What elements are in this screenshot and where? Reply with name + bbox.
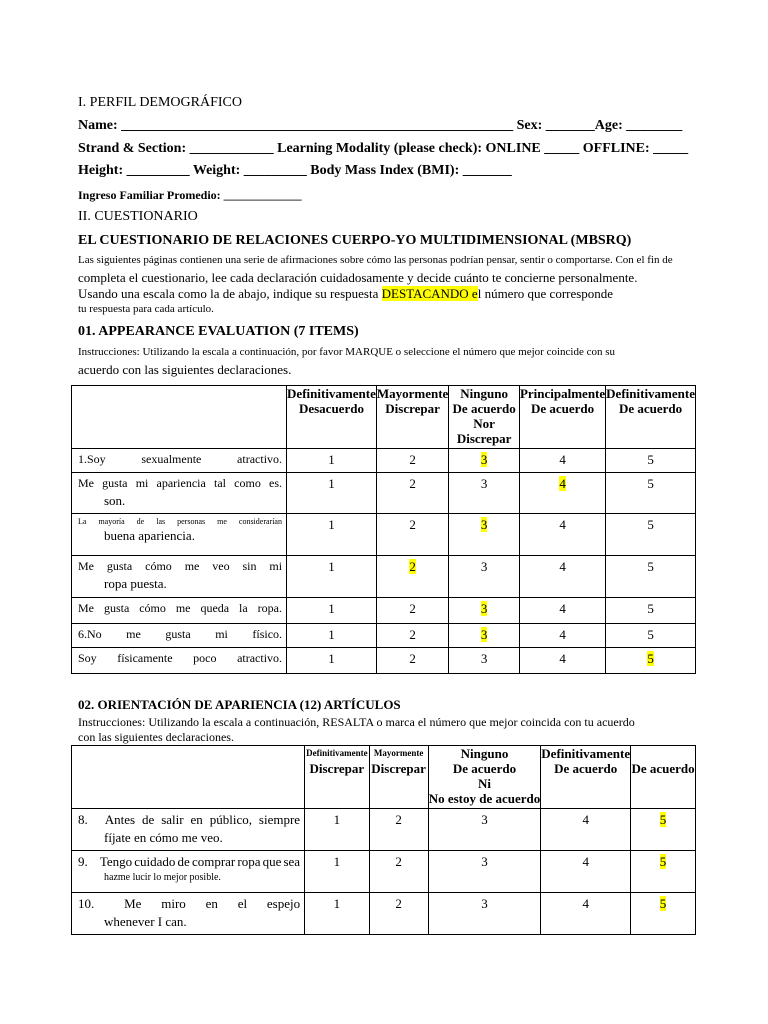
scale-value: 2	[409, 601, 416, 616]
item-number: 9.	[78, 854, 88, 869]
intro-line-2: completa el cuestionario, lee cada declaración cuidadosamente y decide cuánto te concierne personalmente.	[78, 270, 638, 285]
part2-instructions-1: Instrucciones: Utilizando la escala a continuación, RESALTA o marca el número que mejor coincida con tu acuerdo	[78, 715, 635, 729]
scale-value: 1	[333, 854, 341, 869]
table-row	[72, 556, 696, 598]
column-header	[606, 386, 696, 449]
statement-cell	[72, 556, 287, 598]
part1-title: 01. APPEARANCE EVALUATION (7 ITEMS)	[78, 324, 359, 339]
scale-value: 4	[559, 627, 566, 642]
scale-value: 5	[647, 476, 654, 491]
scale-cell	[287, 624, 377, 648]
table-row	[72, 449, 696, 473]
column-header-line	[287, 431, 376, 446]
scale-cell	[519, 624, 605, 648]
scale-value: 1	[328, 476, 335, 491]
scale-cell	[287, 514, 377, 556]
statement-continuation: son.	[104, 493, 126, 508]
selected-value: 5	[659, 812, 667, 827]
column-header	[449, 386, 520, 449]
column-header-line: Definitivamente	[306, 748, 368, 758]
scale-cell	[287, 648, 377, 674]
selected-value: 5	[659, 896, 667, 911]
column-header-line: Mayormente	[373, 748, 424, 758]
table-row	[72, 648, 696, 674]
scale-cell	[449, 449, 520, 473]
column-header-line	[520, 416, 605, 431]
appearance-orientation-table	[71, 745, 696, 935]
scale-value: 3	[481, 854, 488, 869]
statement-word: apariencia	[156, 476, 206, 490]
statement-word: ropa	[237, 854, 261, 869]
scale-cell	[428, 851, 541, 893]
column-header-line: De acuerdo	[554, 761, 618, 776]
column-header-line	[606, 416, 695, 431]
statement-cell	[72, 893, 305, 935]
column-header-line: Ninguno	[460, 746, 509, 761]
statement-word: me	[217, 517, 227, 526]
statement-line	[78, 812, 300, 828]
appearance-evaluation-table	[71, 385, 696, 674]
statement-word: gusta	[106, 559, 133, 573]
statement-word: cómo	[145, 559, 172, 573]
scale-value: 4	[559, 517, 566, 532]
statement-word: poco	[193, 651, 217, 665]
scale-value: 2	[409, 517, 416, 532]
scale-value: 3	[481, 812, 488, 827]
statement-word: sea	[283, 854, 301, 869]
column-header-line: Principalmente	[519, 386, 606, 401]
selected-value: 4	[559, 476, 566, 491]
column-header	[376, 386, 448, 449]
scale-cell	[449, 598, 520, 624]
column-header-line: De acuerdo	[452, 761, 517, 776]
table-row	[72, 473, 696, 514]
scale-cell	[376, 648, 448, 674]
statement-cell	[72, 598, 287, 624]
statement-word: considerarían	[238, 517, 282, 526]
scale-value: 5	[647, 452, 654, 467]
column-header	[305, 746, 369, 809]
scale-cell	[376, 556, 448, 598]
statement-word: Me	[124, 896, 142, 911]
scale-value: 1	[328, 517, 335, 532]
strand-line: Strand & Section: ____________ Learning Modality (please check): ONLINE _____ OFFLINE: _____	[78, 141, 689, 156]
column-header-line: Desacuerdo	[298, 401, 364, 416]
selected-value: 3	[480, 452, 488, 467]
scale-cell	[376, 514, 448, 556]
header-empty-cell	[72, 386, 287, 449]
statement-word: que	[262, 854, 282, 869]
scale-value: 2	[409, 452, 416, 467]
column-header-line: De acuerdo	[452, 401, 516, 416]
statement-word: salir	[161, 812, 184, 827]
intro-line-3	[78, 286, 613, 302]
selected-value: 2	[409, 559, 416, 574]
selected-value: 3	[480, 627, 488, 642]
statement-word: Soy	[78, 651, 97, 665]
statement-word: en	[205, 896, 218, 911]
statement-word: Me	[78, 476, 94, 490]
statement-word: mi	[215, 627, 228, 641]
statement-word: personas	[177, 517, 206, 526]
scale-cell	[449, 648, 520, 674]
statement-word: en	[190, 812, 203, 827]
table-row	[72, 809, 696, 851]
statement-line	[78, 651, 282, 666]
column-header	[428, 746, 541, 809]
scale-value: 1	[333, 812, 341, 827]
scale-value: 5	[647, 627, 654, 642]
scale-cell	[519, 449, 605, 473]
scale-cell	[305, 851, 369, 893]
selected-value: 5	[647, 651, 654, 666]
statement-word: siempre	[258, 812, 301, 827]
statement-cell	[72, 449, 287, 473]
scale-cell	[519, 473, 605, 514]
scale-cell	[606, 648, 696, 674]
scale-cell	[449, 514, 520, 556]
statement-word: queda	[200, 601, 230, 615]
scale-value: 4	[582, 854, 589, 869]
statement-cell	[72, 851, 305, 893]
statement-word: la	[239, 601, 248, 615]
column-header-line: Discrepar	[456, 431, 512, 446]
scale-value: 2	[409, 651, 416, 666]
selected-value: 3	[480, 601, 488, 616]
statement-word: es.	[269, 476, 283, 490]
scale-value: 4	[582, 812, 589, 827]
part2-title: 02. ORIENTACIÓN DE APARIENCIA (12) ARTÍCULOS	[78, 697, 401, 712]
header-empty-cell	[72, 746, 305, 809]
scale-cell	[287, 449, 377, 473]
statement-cell	[72, 809, 305, 851]
statement-cell	[72, 624, 287, 648]
statement-word: 1.Soy	[78, 452, 106, 466]
selected-value: 3	[480, 517, 488, 532]
statement-word: Tengo	[99, 854, 133, 869]
column-header-line: Discrepar	[371, 761, 426, 776]
item-number: 10.	[78, 896, 95, 911]
statement-word: de	[141, 812, 155, 827]
intro-line-3c: l número que corresponde	[477, 286, 614, 301]
statement-continuation: ropa puesta.	[104, 576, 167, 591]
column-header-line: Ninguno	[460, 386, 508, 401]
scale-value: 1	[328, 651, 335, 666]
scale-value: 1	[333, 896, 341, 911]
scale-cell	[541, 893, 631, 935]
scale-cell	[369, 893, 428, 935]
statement-continuation: buena apariencia.	[104, 528, 195, 543]
scale-cell	[428, 809, 541, 851]
statement-cell	[72, 514, 287, 556]
statement-word: me	[126, 627, 141, 641]
column-header	[369, 746, 428, 809]
statement-cell	[72, 473, 287, 514]
statement-continuation: whenever I can.	[104, 914, 187, 929]
scale-cell	[606, 556, 696, 598]
column-header-line: Definitivamente	[606, 386, 695, 401]
scale-cell	[449, 556, 520, 598]
part2-instructions-2: con las siguientes declaraciones.	[78, 730, 234, 744]
scale-cell	[287, 473, 377, 514]
scale-value: 2	[409, 627, 416, 642]
scale-cell	[376, 624, 448, 648]
column-header-line	[287, 416, 376, 431]
statement-continuation: fíjate en cómo me veo.	[104, 830, 223, 845]
scale-cell	[369, 851, 428, 893]
intro-line-4: tu respuesta para cada artículo.	[78, 303, 214, 315]
scale-cell	[449, 473, 520, 514]
scale-cell	[287, 556, 377, 598]
scale-value: 4	[559, 651, 566, 666]
column-header-line: Ni	[477, 776, 491, 791]
scale-cell	[606, 598, 696, 624]
scale-value: 1	[328, 601, 335, 616]
column-header	[287, 386, 377, 449]
statement-word: gusta	[102, 476, 128, 490]
scale-cell	[606, 624, 696, 648]
statement-word: las	[156, 517, 166, 526]
scale-cell	[519, 648, 605, 674]
scale-value: 2	[409, 476, 416, 491]
scale-cell	[376, 449, 448, 473]
part1-instructions-1: Instrucciones: Utilizando la escala a continuación, por favor MARQUE o seleccione el número que mejor coincide con su	[78, 346, 615, 358]
table-row	[72, 893, 696, 935]
scale-cell	[449, 624, 520, 648]
column-header-line: Definitivamente	[541, 746, 631, 761]
statement-word: el	[237, 896, 248, 911]
statement-word: La	[78, 517, 87, 526]
scale-value: 5	[647, 517, 654, 532]
scale-value: 5	[647, 601, 654, 616]
scale-value: 4	[582, 896, 589, 911]
scale-cell	[541, 851, 631, 893]
intro-line-3a: Usando una escala como la de abajo, indique su respuesta	[78, 286, 382, 301]
scale-cell	[519, 598, 605, 624]
column-header	[541, 746, 631, 809]
statement-word: mi	[269, 559, 283, 573]
statement-word: Me	[78, 559, 94, 573]
statement-cell	[72, 648, 287, 674]
statement-continuation: hazme lucir lo mejor posible.	[104, 872, 221, 883]
scale-cell	[305, 893, 369, 935]
scale-value: 4	[559, 601, 566, 616]
intro-line-1: Las siguientes páginas contienen una serie de afirmaciones sobre cómo las personas podrían pensar, sentir o comportarse. Con el fin de	[78, 254, 673, 266]
statement-word: miro	[161, 896, 186, 911]
scale-cell	[606, 473, 696, 514]
column-header-line: De acuerdo	[530, 401, 595, 416]
statement-word: gusta	[103, 601, 130, 615]
scale-value: 4	[559, 452, 566, 467]
statement-line	[78, 559, 282, 574]
statement-word: atractivo.	[237, 651, 283, 665]
item-number: 8.	[78, 812, 88, 827]
name-line: Name: ________________________________________________________ Sex: _______Age: ________	[78, 118, 683, 133]
statement-word: espejo	[266, 896, 301, 911]
section1-title: I. PERFIL DEMOGRÁFICO	[78, 95, 242, 110]
statement-word: 6.No	[78, 627, 102, 641]
statement-word: me	[175, 601, 191, 615]
table-row	[72, 624, 696, 648]
statement-word: comprar	[191, 854, 236, 869]
scale-cell	[606, 514, 696, 556]
table-row	[72, 514, 696, 556]
scale-value: 3	[480, 476, 488, 491]
statement-word: sin	[242, 559, 257, 573]
scale-cell	[519, 514, 605, 556]
scale-value: 5	[647, 559, 654, 574]
scale-cell	[519, 556, 605, 598]
statement-line	[78, 601, 282, 616]
column-header-line: De acuerdo	[618, 401, 683, 416]
statement-word: de	[136, 517, 145, 526]
column-header-line	[377, 416, 448, 431]
scale-cell	[428, 893, 541, 935]
statement-line	[78, 854, 300, 870]
scale-value: 3	[480, 559, 488, 574]
statement-word: mi	[135, 476, 149, 490]
statement-line	[78, 476, 282, 491]
statement-word: me	[184, 559, 200, 573]
statement-word: público,	[209, 812, 252, 827]
statement-word: mayoría	[98, 517, 125, 526]
scale-value: 2	[395, 896, 402, 911]
statement-line	[78, 896, 300, 912]
scale-value: 1	[328, 452, 335, 467]
column-header-line: Discrepar	[309, 761, 365, 776]
statement-word: Me	[78, 601, 94, 615]
scale-value: 4	[559, 559, 566, 574]
section2-title: II. CUESTIONARIO	[78, 209, 198, 224]
table-row	[72, 598, 696, 624]
statement-word: de	[177, 854, 190, 869]
column-header-line: No estoy de acuerdo	[428, 791, 541, 806]
statement-line	[78, 627, 282, 642]
scale-value: 3	[480, 651, 488, 666]
scale-cell	[631, 809, 696, 851]
highlight-destacando: DESTACANDO e	[381, 286, 478, 301]
statement-word: sexualmente	[141, 452, 202, 466]
statement-word: físico.	[252, 627, 283, 641]
statement-word: ropa.	[257, 601, 282, 615]
column-header-line: Definitivamente	[287, 386, 376, 401]
scale-value: 1	[328, 627, 335, 642]
column-header-line: Nor	[473, 416, 495, 431]
scale-value: 1	[328, 559, 335, 574]
scale-cell	[631, 851, 696, 893]
scale-cell	[305, 809, 369, 851]
part1-instructions-2: acuerdo con las siguientes declaraciones.	[78, 362, 292, 377]
statement-word: Antes	[104, 812, 136, 827]
selected-value: 5	[659, 854, 667, 869]
column-header-line: Mayormente	[376, 386, 449, 401]
statement-word: veo	[212, 559, 230, 573]
column-header	[631, 746, 696, 809]
table-row	[72, 851, 696, 893]
income-line: Ingreso Familiar Promedio: _____________	[78, 188, 302, 202]
scale-cell	[541, 809, 631, 851]
column-header	[519, 386, 605, 449]
column-header-line	[631, 746, 695, 761]
column-header-line	[377, 431, 448, 446]
statement-word: gusta	[165, 627, 191, 641]
scale-value: 2	[395, 854, 402, 869]
statement-line	[78, 517, 282, 526]
scale-cell	[369, 809, 428, 851]
scale-cell	[376, 598, 448, 624]
column-header-line: De acuerdo	[631, 761, 695, 776]
statement-word: cómo	[139, 601, 166, 615]
column-header-line	[520, 431, 605, 446]
scale-cell	[631, 893, 696, 935]
column-header-line: Discrepar	[385, 401, 440, 416]
statement-word: tal	[214, 476, 226, 490]
height-line: Height: _________ Weight: _________ Body Mass Index (BMI): _______	[78, 163, 512, 178]
scale-cell	[287, 598, 377, 624]
scale-value: 2	[395, 812, 402, 827]
scale-cell	[376, 473, 448, 514]
statement-line	[78, 452, 282, 467]
statement-word: como	[234, 476, 261, 490]
questionnaire-title: EL CUESTIONARIO DE RELACIONES CUERPO-YO MULTIDIMENSIONAL (MBSRQ)	[78, 233, 632, 248]
statement-word: atractivo.	[237, 452, 283, 466]
scale-cell	[606, 449, 696, 473]
statement-word: físicamente	[117, 651, 173, 665]
statement-word: cuidado	[134, 854, 176, 869]
column-header-line	[606, 431, 695, 446]
scale-value: 3	[481, 896, 488, 911]
